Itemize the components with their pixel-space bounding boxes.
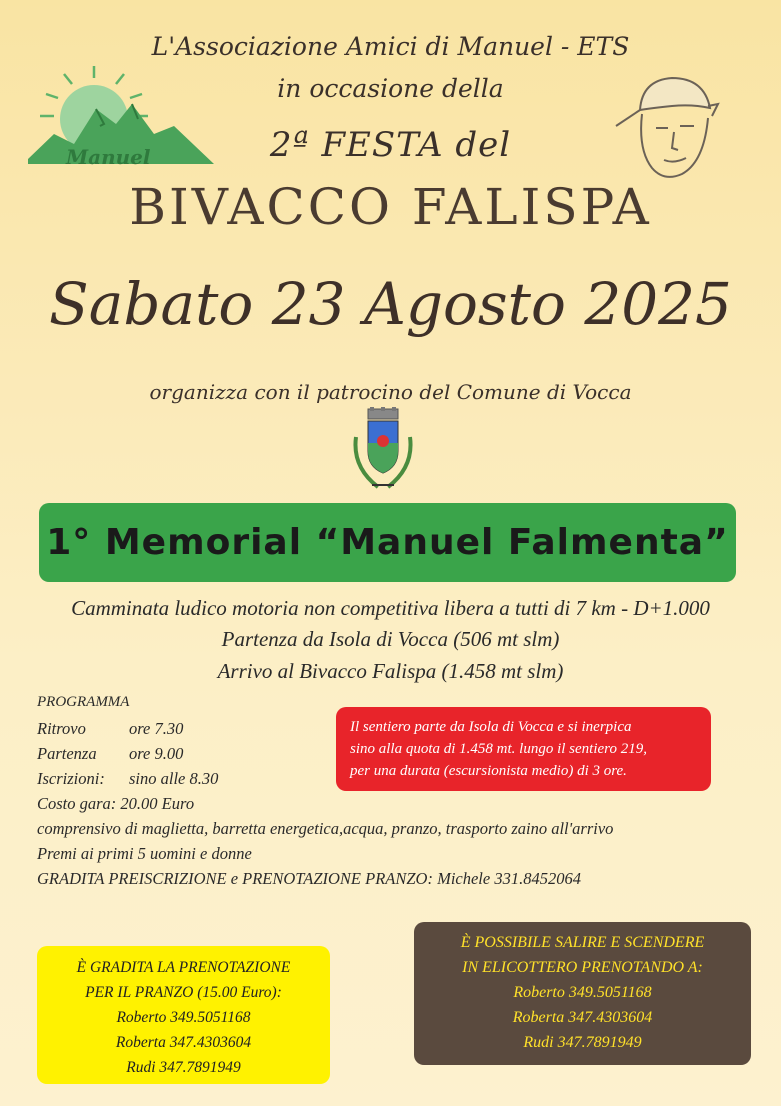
trail-info-line: per una durata (escursionista medio) di 3 ore.: [350, 763, 627, 779]
programme-title: PROGRAMMA: [37, 694, 130, 710]
memorial-banner: [39, 503, 736, 582]
occasion-line: in occasione della: [277, 74, 504, 103]
programme-value: sino alle 8.30: [129, 769, 219, 788]
trail-info-line: sino alla quota di 1.458 mt. lungo il sentiero 219,: [350, 741, 647, 757]
lunch-line: È GRADITA LA PRENOTAZIONE: [76, 959, 291, 976]
contact-line: Roberta 347.4303604: [115, 1034, 252, 1051]
preregistration-line: GRADITA PREISCRIZIONE e PRENOTAZIONE PRANZO: Michele 331.8452064: [37, 869, 581, 888]
logo-text: Manuel: [66, 145, 151, 169]
helicopter-box: [414, 922, 751, 1065]
event-title: BIVACCO FALISPA: [129, 178, 652, 236]
contact-line: Rudi 347.7891949: [523, 1034, 642, 1051]
programme-key: Iscrizioni:: [37, 769, 105, 788]
contact-line: Roberto 349.5051168: [513, 984, 652, 1001]
programme-value: ore 9.00: [129, 744, 184, 763]
lunch-line: PER IL PRANZO (15.00 Euro):: [85, 984, 282, 1001]
programme-key: Partenza: [37, 744, 97, 763]
start-line: Partenza da Isola di Vocca (506 mt slm): [221, 627, 560, 651]
helicopter-line: IN ELICOTTERO PRENOTANDO A:: [462, 959, 703, 976]
prizes-line: Premi ai primi 5 uomini e donne: [37, 844, 252, 863]
trail-info-box: [336, 707, 711, 791]
contact-line: Roberto 349.5051168: [116, 1009, 251, 1026]
coat-of-arms-icon: [348, 407, 418, 493]
cost-line: Costo gara: 20.00 Euro: [37, 794, 195, 813]
includes-line: comprensivo di maglietta, barretta energetica,acqua, pranzo, trasporto zaino all'arrivo: [37, 819, 614, 838]
contact-line: Roberta 347.4303604: [512, 1009, 653, 1026]
event-date: Sabato 23 Agosto 2025: [49, 270, 732, 338]
trail-info-line: Il sentiero parte da Isola di Vocca e si inerpica: [350, 719, 632, 735]
memorial-title: 1° Memorial “Manuel Falmenta”: [46, 522, 729, 563]
association-line: L'Associazione Amici di Manuel - ETS: [151, 32, 630, 61]
programme-key: Ritrovo: [37, 719, 86, 738]
contact-line: Rudi 347.7891949: [126, 1059, 241, 1076]
helicopter-line: È POSSIBILE SALIRE E SCENDERE: [460, 934, 705, 951]
festa-line: 2ª FESTA del: [269, 125, 512, 165]
programme-value: ore 7.30: [129, 719, 184, 738]
arrival-line: Arrivo al Bivacco Falispa (1.458 mt slm): [217, 659, 564, 683]
lunch-booking-box: [37, 946, 330, 1084]
patronage-line: organizza con il patrocino del Comune di Vocca: [149, 380, 632, 404]
description-line: Camminata ludico motoria non competitiva libera a tutti di 7 km - D+1.000: [71, 596, 710, 620]
